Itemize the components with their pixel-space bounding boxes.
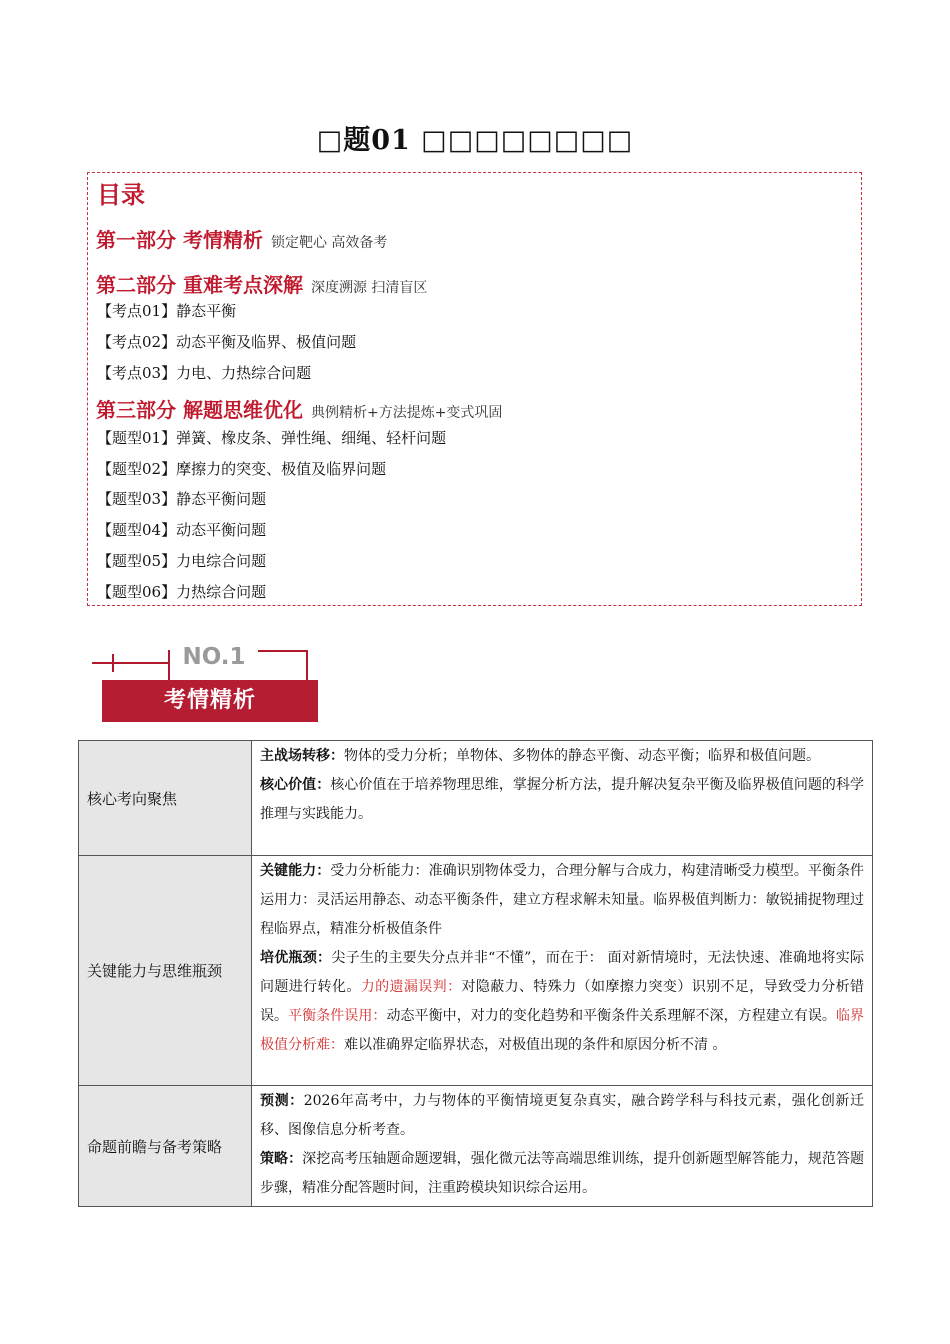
content-paragraph: 培优瓶颈：尖子生的主要失分点并非“不懂”，而在于： 面对新情境时，无法快速、准确地将实际问题进行转化。力的遗漏误判：对隐蔽力、特殊力（如摩擦力突变）识别不足，导致受力分析错误。平衡条件误用：动态平衡中，对力的变化趋势和平衡条件关系理解不深，方程建立有误。临界极值分析难：难以准确界定临界状态，对极值出现的条件和原因分析不清 。 [260, 950, 865, 1053]
content-paragraph: 关键能力：受力分析能力：准确识别物体受力，合理分解与合成力，构建清晰受力模型。平衡条件运用力：灵活运用静态、动态平衡条件，建立方程求解未知量。临界极值判断力：敏锐捕捉物理过程临界点，精准分析极值条件 [260, 863, 865, 937]
toc-part-subtitle: 深度溯源 扫清盲区 [310, 280, 428, 296]
toc-part-subtitle: 典例精析+方法提炼+变式巩固 [310, 405, 503, 421]
highlight-text: 平衡条件误用： [288, 1008, 387, 1024]
highlight-text: 力的遗漏误判： [360, 979, 462, 995]
toc-item-kaodian-01[interactable]: 【考点01】静态平衡 [97, 302, 237, 320]
toc-part-title: 第二部分 重难考点深解 [96, 273, 303, 297]
toc-item-tixing-03[interactable]: 【题型03】静态平衡问题 [97, 490, 267, 508]
row-label: 关键能力与思维瓶颈 [79, 856, 252, 1086]
row-content [252, 741, 873, 856]
table-row [79, 1086, 873, 1207]
row-label: 命题前瞻与备考策略 [79, 1086, 252, 1207]
toc-item-tixing-02[interactable]: 【题型02】摩擦力的突变、极值及临界问题 [97, 460, 387, 478]
row-content [252, 856, 873, 1086]
banner-line [92, 662, 172, 664]
analysis-table [78, 740, 873, 1207]
highlight-text: 临界极值分析难： [260, 1008, 865, 1053]
section-banner [92, 640, 322, 724]
toc-part-1[interactable] [96, 224, 387, 253]
content-paragraph: 策略：深挖高考压轴题命题逻辑，强化微元法等高端思维训练，提升创新题型解答能力，规范答题步骤，精准分配答题时间，注重跨模块知识综合运用。 [260, 1151, 865, 1196]
banner-label: 考情精析 [102, 680, 318, 722]
content-paragraph: 主战场转移：物体的受力分析；单物体、多物体的静态平衡、动态平衡；临界和极值问题。 [260, 748, 820, 764]
page-title: □题01 □□□□□□□□ [316, 125, 634, 156]
toc-item-tixing-05[interactable]: 【题型05】力电综合问题 [97, 552, 267, 570]
toc-part-subtitle: 锁定靶心 高效备考 [270, 235, 388, 251]
row-label: 核心考向聚焦 [79, 741, 252, 856]
table-of-contents [87, 172, 862, 606]
table-row [79, 741, 873, 856]
toc-part-title: 第三部分 解题思维优化 [96, 398, 303, 422]
banner-tick [112, 654, 114, 672]
toc-part-2[interactable] [96, 269, 427, 298]
toc-item-tixing-04[interactable]: 【题型04】动态平衡问题 [97, 521, 267, 539]
toc-item-kaodian-03[interactable]: 【考点03】力电、力热综合问题 [97, 364, 312, 382]
toc-part-title: 第一部分 考情精析 [96, 228, 263, 252]
table-row [79, 856, 873, 1086]
toc-part-3[interactable] [96, 394, 502, 423]
content-paragraph: 预测：2026年高考中，力与物体的平衡情境更复杂真实，融合跨学科与科技元素，强化创新迁移、图像信息分析考查。 [260, 1093, 865, 1138]
content-paragraph: 核心价值：核心价值在于培养物理思维，掌握分析方法，提升解决复杂平衡及临界极值问题的科学推理与实践能力。 [260, 777, 865, 822]
toc-item-tixing-01[interactable]: 【题型01】弹簧、橡皮条、弹性绳、细绳、轻杆问题 [97, 429, 447, 447]
toc-heading: 目录 [97, 181, 145, 209]
row-content [252, 1086, 873, 1207]
toc-item-tixing-06[interactable]: 【题型06】力热综合问题 [97, 583, 267, 601]
banner-number: NO.1 [170, 642, 258, 672]
toc-item-kaodian-02[interactable]: 【考点02】动态平衡及临界、极值问题 [97, 333, 357, 351]
